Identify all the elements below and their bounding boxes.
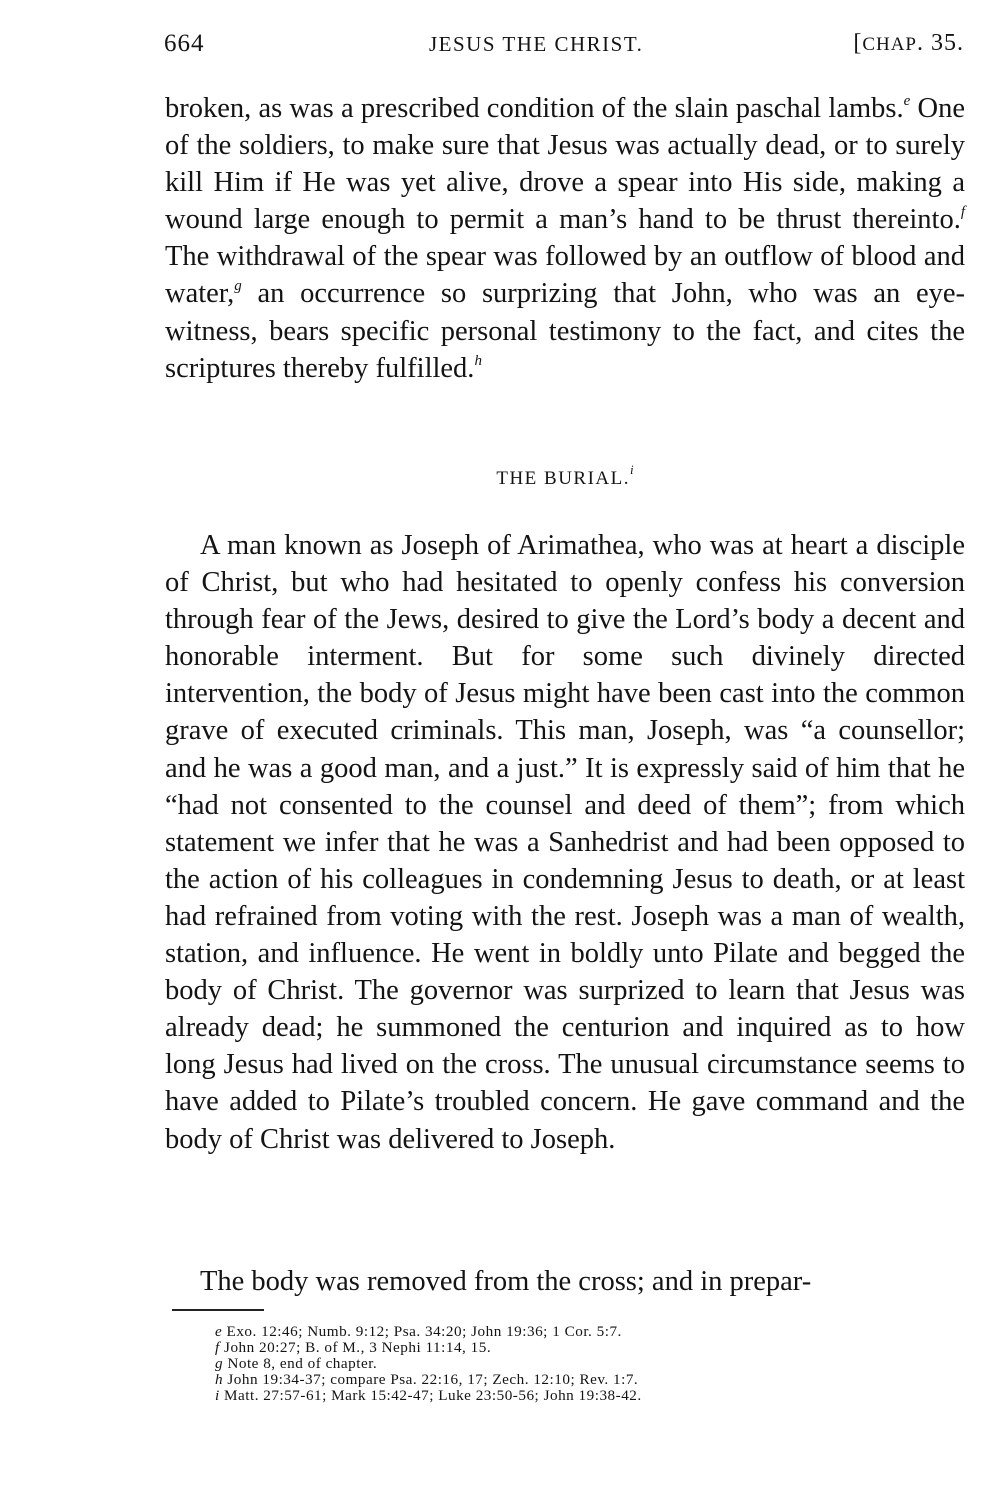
page-number: 664: [164, 30, 205, 57]
footnote-text: John 20:27; B. of M., 3 Nephi 11:14, 15.: [219, 1339, 492, 1356]
footnotes: [215, 1324, 915, 1404]
footnote-h: [215, 1372, 915, 1388]
footnote-i: [215, 1388, 915, 1404]
footnote-text: Note 8, end of chapter.: [223, 1355, 378, 1372]
paragraph-removal: The body was removed from the cross; and in prepar-: [200, 1266, 812, 1297]
paragraph-continued: [165, 90, 965, 387]
footnote-g: [215, 1356, 915, 1372]
footnote-text: Matt. 27:57-61; Mark 15:42-47; Luke 23:50-56; John 19:38-42.: [219, 1387, 642, 1404]
text-run: broken, as was a prescribed condition of the slain paschal lambs.: [165, 93, 904, 124]
text-run: The withdrawal of the spear was followed by an outflow of blood and water,: [165, 241, 965, 310]
text-run: One of the soldiers, to make sure that Jesus was actually dead, or to surely kill Him if He was yet alive, drove a spear into His side, making a wound large enough to permit a man’s hand to be thrust thereinto.: [165, 93, 966, 236]
footnote-mark: i: [215, 1387, 220, 1404]
footnote-mark: g: [215, 1355, 224, 1372]
footnote-mark: h: [215, 1371, 224, 1388]
running-title: JESUS THE CHRIST.: [429, 32, 644, 56]
footnote-text: Exo. 12:46; Numb. 9:12; Psa. 34:20; John 19:36; 1 Cor. 5:7.: [222, 1323, 622, 1340]
footnote-ref-f: f: [960, 204, 965, 221]
chapter-label: [853, 30, 964, 57]
footnote-f: [215, 1340, 915, 1356]
footnote-mark: f: [215, 1339, 220, 1356]
text-run: an occurrence so surprizing that John, who was an eye-witness, bears specific personal testimony to the fact, and cites the scriptures thereby fulfilled.: [165, 278, 965, 384]
footnote-ref-i: i: [630, 462, 634, 477]
footnote-ref-e: e: [903, 93, 911, 109]
footnote-ref-h: h: [474, 352, 482, 369]
section-heading: [165, 462, 965, 490]
chapter-bracket: [: [853, 30, 863, 56]
chapter-abbrev: CHAP: [862, 34, 917, 55]
running-header: [164, 30, 964, 70]
footnote-mark: e: [215, 1323, 223, 1340]
paragraph-burial: A man known as Joseph of Arimathea, who was at heart a disciple of Christ, but who had hesitated to openly confess his conversion through fear of the Jews, desired to give the Lord’s body a decent and honorable interment. But for some such divinely directed intervention, the body of Jesus might have been cast into the common grave of executed criminals. This man, Joseph, was “a counsellor; and he was a good man, and a just.” It is expressly said of him that he “had not consented to the counsel and deed of them”; from which statement we infer that he was a Sanhedrist and had been opposed to the action of his colleagues in condemning Jesus to death, or at least had refrained from voting with the rest. Joseph was a man of wealth, station, and influence. He went in boldly unto Pilate and begged the body of Christ. The governor was surprized to learn that Jesus was already dead; he summoned the centurion and inquired as to how long Jesus had lived on the cross. The unusual circumstance seems to have added to Pilate’s troubled concern. He gave command and the body of Christ was delivered to Joseph.: [165, 530, 965, 1155]
chapter-number: . 35.: [917, 30, 964, 56]
footnote-text: John 19:34-37; compare Psa. 22:16, 17; Zech. 12:10; Rev. 1:7.: [223, 1371, 639, 1388]
footnote-e: [215, 1324, 915, 1340]
footnote-ref-g: g: [234, 278, 242, 295]
section-heading-text: THE BURIAL.: [496, 468, 631, 489]
footnote-rule: [172, 1309, 264, 1311]
